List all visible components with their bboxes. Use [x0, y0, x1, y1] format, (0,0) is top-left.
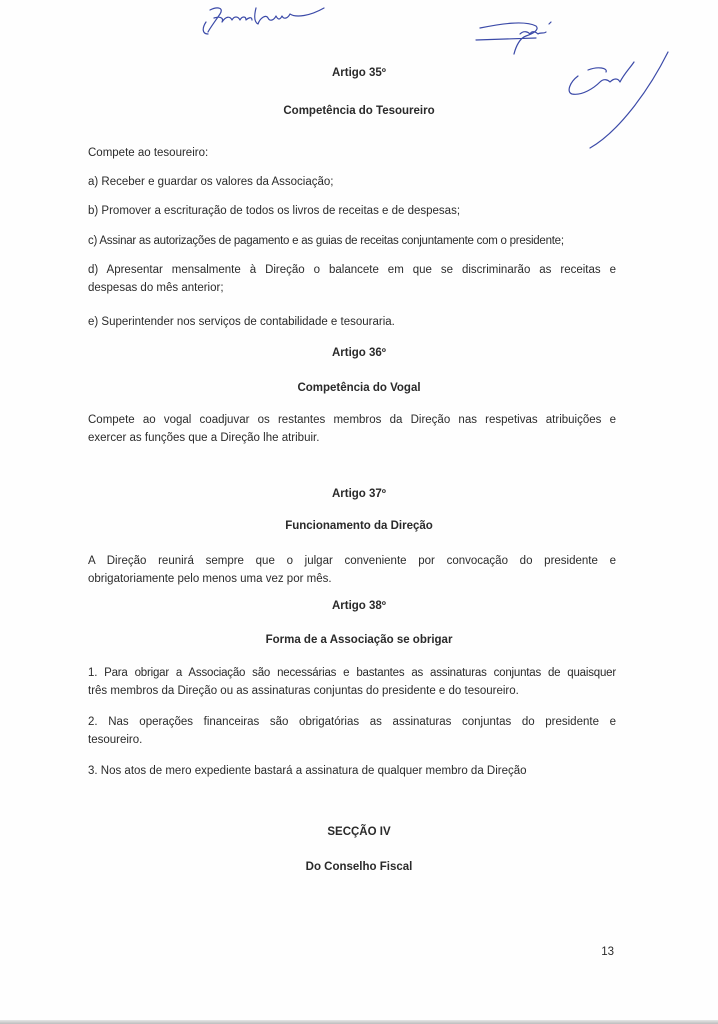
article-35-item-b: b) Promover a escrituração de todos os livros de receitas e de despesas;	[88, 205, 461, 217]
article-38-item-2-line-2: tesoureiro.	[88, 734, 143, 746]
article-35-subtitle: Competência do Tesoureiro	[283, 105, 435, 117]
article-38-item-1-line-1: 1. Para obrigar a Associação são necessárias e bastantes as assinaturas conjuntas de quaisquer	[88, 667, 616, 679]
page-bottom-edge	[0, 1020, 718, 1024]
section-iv-title: SECÇÃO IV	[327, 826, 391, 838]
article-36-subtitle: Competência do Vogal	[297, 382, 421, 394]
article-36-line-1: Compete ao vogal coadjuvar os restantes membros da Direção nas respetivas atribuições e	[88, 414, 616, 426]
article-36-body	[88, 411, 616, 447]
article-38-item-3: 3. Nos atos de mero expediente bastará a assinatura de qualquer membro da Direção	[88, 765, 527, 777]
article-35-intro: Compete ao tesoureiro:	[88, 147, 209, 159]
article-35-title: Artigo 35º	[331, 67, 387, 79]
signature-1	[203, 8, 324, 34]
article-38-subtitle: Forma de a Associação se obrigar	[265, 634, 453, 646]
page-number: 13	[601, 946, 614, 958]
article-38-item-1	[88, 664, 616, 700]
article-38-item-2-line-1: 2. Nas operações financeiras são obrigatórias as assinaturas conjuntas do presidente e	[88, 716, 616, 728]
article-38-item-1-line-2: três membros da Direção ou as assinaturas conjuntas do presidente e do tesoureiro.	[88, 685, 519, 697]
article-35-item-a: a) Receber e guardar os valores da Associação;	[88, 176, 334, 188]
article-37-title: Artigo 37º	[331, 488, 387, 500]
article-35-item-d-line-1: d) Apresentar mensalmente à Direção o balancete em que se discriminarão as receitas e	[88, 264, 616, 276]
article-37-line-2: obrigatoriamente pelo menos uma vez por mês.	[88, 573, 332, 585]
article-35-item-e: e) Superintender nos serviços de contabilidade e tesouraria.	[88, 316, 395, 328]
article-35-item-d-line-2: despesas do mês anterior;	[88, 282, 224, 294]
article-37-subtitle: Funcionamento da Direção	[285, 520, 433, 532]
article-38-item-2	[88, 713, 616, 749]
signatures	[0, 0, 718, 160]
signature-2	[476, 22, 551, 54]
article-37-line-1: A Direção reunirá sempre que o julgar conveniente por convocação do presidente e	[88, 555, 616, 567]
article-35-item-c: c) Assinar as autorizações de pagamento e as guias de receitas conjuntamente com o presidente;	[88, 235, 564, 247]
article-36-line-2: exercer as funções que a Direção lhe atribuir.	[88, 432, 320, 444]
article-36-title: Artigo 36º	[331, 347, 387, 359]
article-35-item-d	[88, 261, 616, 297]
article-37-body	[88, 552, 616, 588]
section-iv-subtitle: Do Conselho Fiscal	[305, 861, 413, 873]
article-38-title: Artigo 38º	[331, 600, 387, 612]
